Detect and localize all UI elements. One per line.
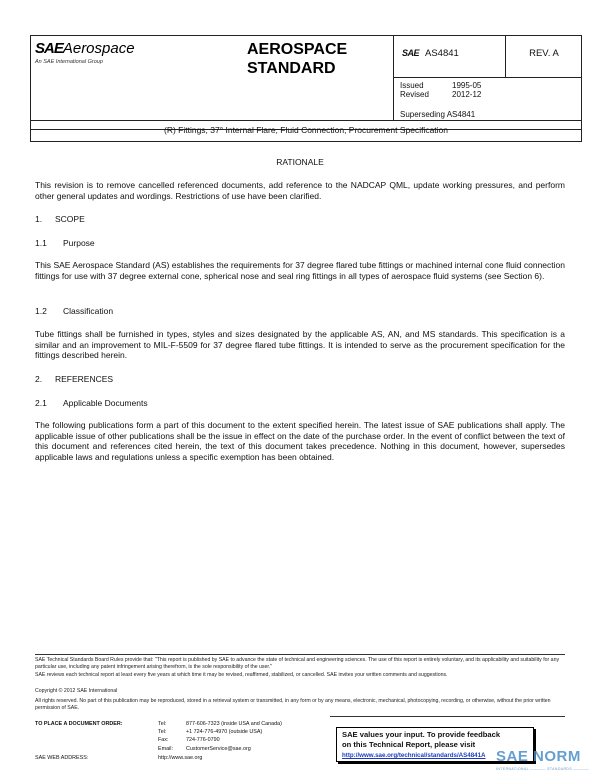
footer-divider	[35, 654, 565, 655]
document-number: AS4841	[425, 48, 459, 59]
watermark-text: SAE NORM	[496, 748, 581, 765]
section-title: Applicable Documents	[63, 398, 148, 408]
review-notice: SAE reviews each technical report at least every five years at which time it may be revised, reaffirmed, stabilized, or cancelled. SAE invites your written comments and suggestions.	[35, 672, 448, 678]
section-title: REFERENCES	[55, 374, 114, 384]
logo-wordmark: Aerospace	[62, 40, 135, 57]
contact-label: Fax:	[158, 737, 169, 743]
contact-value: 877-606-7323 (inside USA and Canada)	[186, 721, 282, 727]
section-number: 1.1	[35, 238, 47, 248]
issued-label: Issued	[400, 81, 424, 90]
sae-logo-mark: SAE	[35, 40, 63, 57]
title-line-1: AEROSPACE	[247, 41, 348, 58]
issued-row	[400, 81, 481, 90]
footer-divider-short	[330, 716, 565, 717]
title-line-2: STANDARD	[247, 60, 336, 77]
sae-norm-watermark	[496, 748, 600, 776]
copyright-notice: Copyright © 2012 SAE International	[35, 688, 118, 694]
sae-logo-small: SAE	[402, 48, 420, 58]
watermark-subtext: INTERNATIONAL ———— STANDARDS ————	[496, 767, 590, 771]
feedback-line-2: on this Technical Report, please visit	[342, 740, 476, 749]
revised-row	[400, 90, 481, 99]
web-address-label: SAE WEB ADDRESS:	[35, 755, 89, 761]
applicable-documents-text: The following publications form a part of this document to the extent specified herein. The latest issue of SAE publications shall apply. The applicable issue of other publications shall be the issue in effect on the date of the purchase order. In the event of conflict between the text of this document and references cited herein, the text of this document takes precedence. Nothing in this document, however, supersedes applicable laws and regulations unless a specific exemption has been obtained.	[35, 420, 565, 463]
section-number: 2.1	[35, 398, 47, 408]
section-2-1-heading	[35, 398, 148, 408]
contact-label: Tel:	[158, 729, 167, 735]
contact-value: 724-776-0790	[186, 737, 220, 743]
header-left-panel	[31, 36, 393, 120]
section-number: 1.	[35, 214, 43, 224]
section-title: Classification	[63, 306, 114, 316]
revision-label: REV. A	[529, 48, 559, 59]
classification-text: Tube fittings shall be furnished in types, styles and sizes designated by the applicable AS, AN, and MS standards. This specification is a similar and an improvement to MIL-F-5509 for 37 degree flared tube fittings. It is intended to serve as the procurement specification for the fittings described herein.	[35, 329, 565, 361]
section-2-heading	[35, 374, 113, 384]
section-number: 2.	[35, 374, 43, 384]
issued-value: 1995-05	[452, 81, 482, 90]
document-number-cell	[393, 36, 505, 78]
section-1-2-heading	[35, 306, 113, 316]
revision-cell	[505, 36, 582, 78]
feedback-line-1: SAE values your input. To provide feedback	[342, 730, 501, 739]
document-subject: (R) Fittings, 37° Internal Flare, Fluid Connection, Procurement Specification	[30, 119, 582, 142]
section-title: SCOPE	[55, 214, 85, 224]
section-1-heading	[35, 214, 85, 224]
standard-type-title	[247, 40, 347, 78]
superseding-note: Superseding AS4841	[400, 110, 476, 119]
feedback-link[interactable]: http://www.sae.org/technical/standards/AS4841A	[342, 752, 486, 759]
document-header	[30, 35, 582, 130]
sae-aerospace-logo	[35, 40, 135, 58]
section-number: 1.2	[35, 306, 47, 316]
order-label: TO PLACE A DOCUMENT ORDER:	[35, 721, 123, 727]
email-link[interactable]: CustomerService@sae.org	[186, 746, 251, 752]
section-1-1-heading	[35, 238, 95, 248]
logo-tagline: An SAE International Group	[35, 59, 103, 65]
purpose-text: This SAE Aerospace Standard (AS) establishes the requirements for 37 degree flared tube fittings or machined internal cone fluid connection fittings for use with 37 degree external cone, spherical nose and seal ring fittings in all types of aerospace fluid systems (see Section 6).	[35, 260, 565, 281]
rules-notice: SAE Technical Standards Board Rules provide that: "This report is published by SAE to advance the state of technical and engineering sciences. The use of this report is entirely voluntary, and its applicability and suitability for any particular use, including any patent infringement arising therefrom, is the sole responsibility of the user."	[35, 657, 560, 670]
contact-value: +1 724-776-4970 (outside USA)	[186, 729, 263, 735]
rationale-text: This revision is to remove cancelled referenced documents, add reference to the NADCAP QML, update working pressures, and perform other general updates and wordings. Restrictions of use have been clarified.	[35, 180, 565, 201]
section-title: Purpose	[63, 238, 95, 248]
contact-label: Email:	[158, 746, 173, 752]
rationale-heading: RATIONALE	[276, 157, 324, 167]
web-address-link[interactable]: http://www.sae.org	[158, 755, 203, 761]
revised-label: Revised	[400, 90, 429, 99]
dates-cell	[393, 78, 582, 120]
contact-label: Tel:	[158, 721, 167, 727]
rights-notice: All rights reserved. No part of this publication may be reproduced, stored in a retrieval system or transmitted, in any form or by any means, electronic, mechanical, photocopying, recording, or otherwise, without the prior written permission of SAE.	[35, 698, 551, 711]
revised-value: 2012-12	[452, 90, 482, 99]
